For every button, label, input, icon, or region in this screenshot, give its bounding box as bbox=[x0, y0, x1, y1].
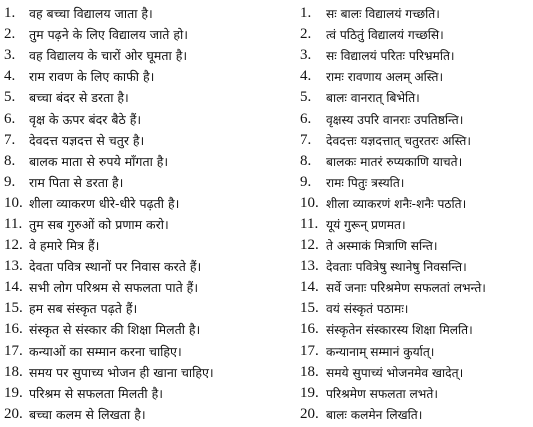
hindi-sentence-row bbox=[4, 3, 300, 24]
hindi-sentence-text: राम पिता से डरता है। bbox=[29, 174, 124, 190]
hindi-sentence-text: बच्चा कलम से लिखता है। bbox=[29, 406, 146, 422]
sentence-number: 1. bbox=[300, 5, 312, 22]
sanskrit-sentence-row bbox=[300, 341, 533, 362]
sentence-number: 7. bbox=[300, 131, 312, 148]
hindi-sentence-text: वे हमारे मित्र हैं। bbox=[29, 238, 100, 254]
hindi-sentence-row bbox=[4, 341, 300, 362]
sanskrit-sentence-text: संस्कृतेन संस्कारस्य शिक्षा मिलति। bbox=[326, 323, 473, 338]
hindi-sentence-text: तुम पढ़ने के लिए विद्यालय जाते हो। bbox=[29, 27, 189, 43]
hindi-sentence-row bbox=[4, 235, 300, 256]
sanskrit-sentence-text: सर्वे जनाः परिश्रमेण सफलतां लभन्ते। bbox=[326, 281, 486, 296]
sentence-number: 2. bbox=[4, 26, 16, 43]
hindi-sentence-row bbox=[4, 214, 300, 235]
sentence-number: 19. bbox=[300, 384, 319, 401]
sentence-number: 9. bbox=[4, 173, 16, 190]
sanskrit-sentence-row bbox=[300, 172, 533, 193]
sanskrit-sentence-text: ते अस्माकं मित्राणि सन्ति। bbox=[326, 239, 438, 254]
hindi-sentence-row bbox=[4, 277, 300, 298]
hindi-sentence-text: हम सब संस्कृत पढ़ते हैं। bbox=[29, 301, 138, 317]
sentence-number: 3. bbox=[4, 47, 16, 64]
hindi-sentence-row bbox=[4, 404, 300, 425]
hindi-sentence-text: कन्याओं का सम्मान करना चाहिए। bbox=[29, 343, 182, 359]
sanskrit-sentence-row bbox=[300, 404, 533, 425]
sentence-number: 20. bbox=[4, 405, 23, 422]
sanskrit-sentence-text: सः विद्यालयं परितः परिभ्रमति। bbox=[326, 49, 455, 64]
hindi-sentence-row bbox=[4, 256, 300, 277]
sanskrit-sentence-row bbox=[300, 108, 533, 129]
sentence-number: 6. bbox=[300, 110, 312, 127]
hindi-sentence-text: सभी लोग परिश्रम से सफलता पाते हैं। bbox=[29, 280, 199, 296]
sentence-number: 13. bbox=[300, 258, 319, 275]
sanskrit-sentence-text: बालः वानरात् बिभेति। bbox=[326, 91, 420, 106]
hindi-sentence-row bbox=[4, 24, 300, 45]
sanskrit-sentence-text: कन्यानाम् सम्मानं कुर्यात्। bbox=[326, 344, 435, 359]
sentence-number: 7. bbox=[4, 131, 16, 148]
sentence-number: 11. bbox=[4, 215, 23, 232]
sanskrit-sentence-text: वयं संस्कृतं पठामः। bbox=[326, 302, 409, 317]
sanskrit-sentence-text: देवताः पवित्रेषु स्थानेषु निवसन्ति। bbox=[326, 260, 467, 275]
sanskrit-sentence-row bbox=[300, 3, 533, 24]
sentence-number: 4. bbox=[4, 68, 16, 85]
sanskrit-sentence-row bbox=[300, 66, 533, 87]
sanskrit-sentence-row bbox=[300, 362, 533, 383]
hindi-sentence-row bbox=[4, 151, 300, 172]
hindi-sentence-row bbox=[4, 362, 300, 383]
hindi-sentence-text: देवता पवित्र स्थानों पर निवास करते हैं। bbox=[29, 259, 202, 275]
hindi-sentence-text: बालक माता से रुपये माँगता है। bbox=[29, 153, 169, 169]
sentence-number: 18. bbox=[4, 363, 23, 380]
sanskrit-sentence-text: देवदत्तः यज्ञदत्तात् चतुरतरः अस्ति। bbox=[326, 133, 471, 148]
hindi-sentence-row bbox=[4, 298, 300, 319]
hindi-sentence-text: बच्चा बंदर से डरता है। bbox=[29, 90, 129, 106]
sanskrit-sentence-list bbox=[300, 0, 533, 427]
sanskrit-sentence-text: परिश्रमेण सफलता लभते। bbox=[326, 386, 438, 401]
hindi-sentence-text: तुम सब गुरुओं को प्रणाम करो। bbox=[29, 216, 169, 232]
hindi-sentence-text: देवदत्त यज्ञदत्त से चतुर है। bbox=[29, 132, 145, 148]
sentence-number: 15. bbox=[300, 300, 319, 317]
hindi-sentence-text: वह विद्यालय के चारों ओर घूमता है। bbox=[29, 48, 188, 64]
sentence-number: 17. bbox=[4, 342, 23, 359]
sanskrit-sentence-row bbox=[300, 383, 533, 404]
hindi-sentence-row bbox=[4, 87, 300, 108]
sanskrit-sentence-row bbox=[300, 87, 533, 108]
sentence-number: 8. bbox=[300, 152, 312, 169]
sentence-number: 10. bbox=[300, 194, 319, 211]
sentence-number: 1. bbox=[4, 5, 16, 22]
sentence-number: 12. bbox=[300, 237, 319, 254]
hindi-sentence-row bbox=[4, 66, 300, 87]
hindi-sentence-row bbox=[4, 319, 300, 340]
sanskrit-sentence-text: बालकः मातरं रुप्यकाणि याचते। bbox=[326, 154, 463, 169]
sanskrit-sentence-row bbox=[300, 45, 533, 66]
sanskrit-sentence-row bbox=[300, 214, 533, 235]
hindi-sentence-row bbox=[4, 45, 300, 66]
sanskrit-sentence-text: त्वं पठितुं विद्यालयं गच्छसि। bbox=[326, 28, 444, 43]
sentence-number: 13. bbox=[4, 258, 23, 275]
sentence-number: 5. bbox=[4, 89, 16, 106]
sanskrit-sentence-row bbox=[300, 319, 533, 340]
hindi-sentence-row bbox=[4, 383, 300, 404]
sanskrit-sentence-row bbox=[300, 193, 533, 214]
sentence-number: 8. bbox=[4, 152, 16, 169]
sentence-number: 3. bbox=[300, 47, 312, 64]
sanskrit-sentence-row bbox=[300, 298, 533, 319]
sentence-number: 2. bbox=[300, 26, 312, 43]
sanskrit-sentence-text: शीला व्याकरणं शनैः-शनैः पठति। bbox=[326, 196, 467, 211]
sanskrit-sentence-row bbox=[300, 277, 533, 298]
hindi-sentence-text: समय पर सुपाच्य भोजन ही खाना चाहिए। bbox=[29, 364, 214, 380]
hindi-sentence-text: वृक्ष के ऊपर बंदर बैठे हैं। bbox=[29, 111, 142, 127]
hindi-sentence-row bbox=[4, 193, 300, 214]
hindi-sentence-text: परिश्रम से सफलता मिलती है। bbox=[29, 385, 163, 401]
sanskrit-sentence-text: यूयं गुरून् प्रणमत। bbox=[326, 217, 406, 232]
sentence-number: 14. bbox=[4, 279, 23, 296]
sentence-number: 18. bbox=[300, 363, 319, 380]
sentence-number: 12. bbox=[4, 237, 23, 254]
sentence-number: 6. bbox=[4, 110, 16, 127]
sanskrit-sentence-row bbox=[300, 256, 533, 277]
sentence-number: 19. bbox=[4, 384, 23, 401]
hindi-sentence-text: शीला व्याकरण धीरे-धीरे पढ़ती है। bbox=[29, 195, 180, 211]
sanskrit-sentence-row bbox=[300, 24, 533, 45]
sanskrit-sentence-text: समये सुपाच्यं भोजनमेव खादेत्। bbox=[326, 365, 464, 380]
hindi-sentence-text: राम रावण के लिए काफी है। bbox=[29, 69, 155, 85]
sanskrit-sentence-row bbox=[300, 151, 533, 172]
sentence-number: 5. bbox=[300, 89, 312, 106]
sentence-number: 16. bbox=[4, 321, 23, 338]
sentence-number: 9. bbox=[300, 173, 312, 190]
hindi-sentence-row bbox=[4, 172, 300, 193]
sentence-number: 15. bbox=[4, 300, 23, 317]
sentence-number: 17. bbox=[300, 342, 319, 359]
sentence-number: 11. bbox=[300, 215, 319, 232]
sanskrit-sentence-text: सः बालः विद्यालयं गच्छति। bbox=[326, 7, 440, 22]
sentence-number: 20. bbox=[300, 405, 319, 422]
sanskrit-sentence-text: वृक्षस्य उपरि वानराः उपतिष्ठन्ति। bbox=[326, 112, 464, 127]
hindi-sentence-text: वह बच्चा विद्यालय जाता है। bbox=[29, 6, 153, 22]
sanskrit-sentence-text: बालः कलमेन लिखति। bbox=[326, 407, 423, 422]
hindi-sentence-row bbox=[4, 130, 300, 151]
sanskrit-sentence-row bbox=[300, 235, 533, 256]
sanskrit-sentence-text: रामः पितुः त्रस्यति। bbox=[326, 175, 405, 190]
sentence-number: 10. bbox=[4, 194, 23, 211]
sentence-number: 4. bbox=[300, 68, 312, 85]
sanskrit-sentence-text: रामः रावणाय अलम् अस्ति। bbox=[326, 70, 444, 85]
sentence-number: 14. bbox=[300, 279, 319, 296]
sanskrit-sentence-row bbox=[300, 130, 533, 151]
sentence-number: 16. bbox=[300, 321, 319, 338]
hindi-sentence-row bbox=[4, 108, 300, 129]
hindi-sentence-text: संस्कृत से संस्कार की शिक्षा मिलती है। bbox=[29, 322, 201, 338]
